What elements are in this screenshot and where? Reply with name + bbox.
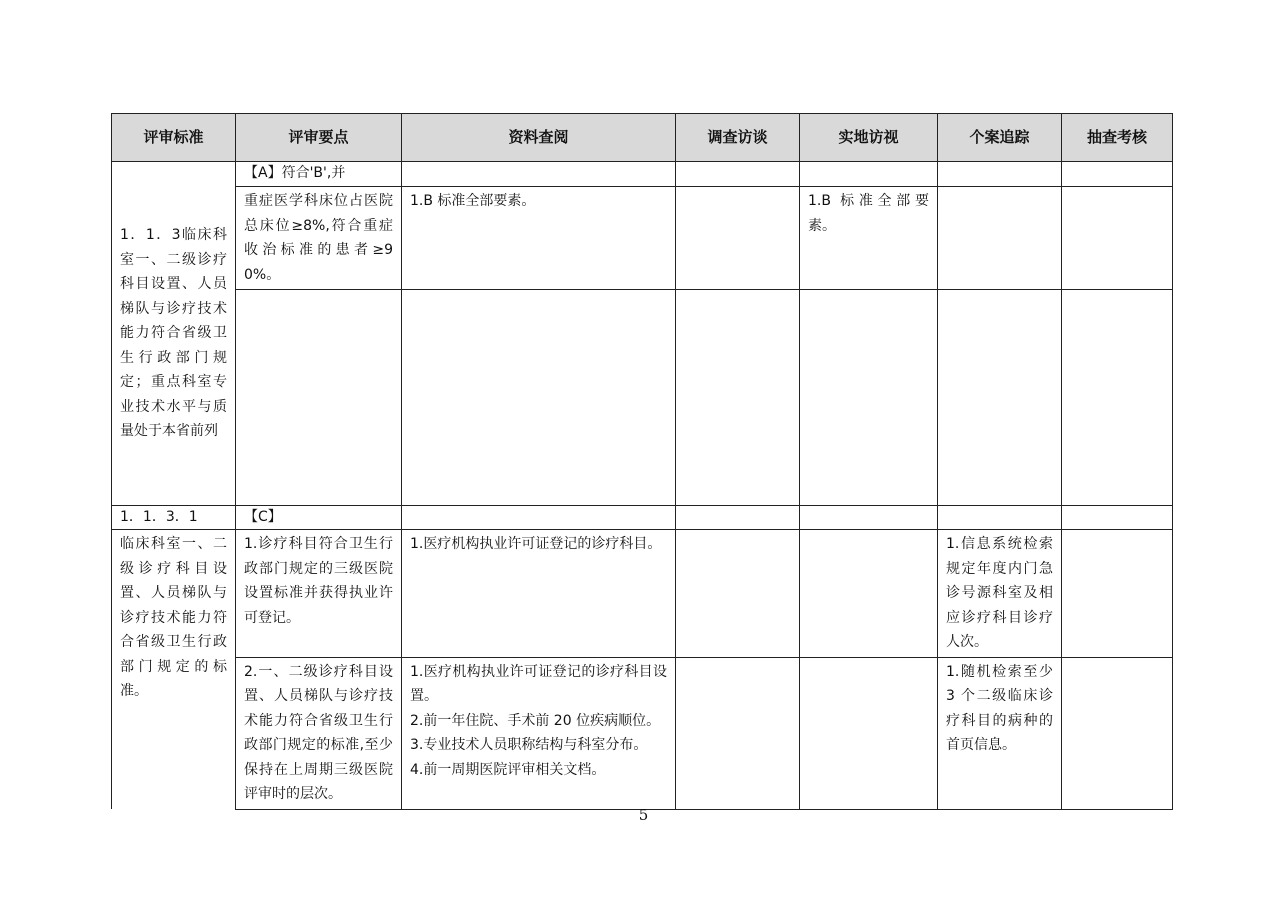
icu-site-visit-cell: 1.B 标准全部要素。 — [800, 187, 938, 290]
table-row — [112, 657, 1173, 809]
empty-cell — [676, 162, 800, 187]
empty-cell — [938, 290, 1062, 506]
empty-cell — [938, 162, 1062, 187]
table-row — [112, 162, 1173, 187]
table-row — [112, 530, 1173, 658]
empty-cell — [800, 657, 938, 809]
subject-setting-point-cell: 2.一、二级诊疗科目设置、人员梯队与诊疗技术能力符合省级卫生行政部门规定的标准,至少保持在上周期三级医院评审时的层次。 — [236, 657, 402, 809]
empty-cell — [1062, 187, 1173, 290]
license-point-cell: 1.诊疗科目符合卫生行政部门规定的三级医院设置标准并获得执业许可登记。 — [236, 530, 402, 658]
header-review-points: 评审要点 — [236, 114, 402, 162]
document-item: 1.医疗机构执业许可证登记的诊疗科目设置。 — [410, 663, 667, 704]
empty-cell — [800, 506, 938, 530]
empty-cell — [1062, 162, 1173, 187]
empty-cell — [402, 162, 676, 187]
document-item: 3.专业技术人员职称结构与科室分布。 — [410, 737, 648, 753]
empty-cell — [402, 290, 676, 506]
subject-setting-documents-cell — [402, 657, 676, 809]
empty-cell — [402, 506, 676, 530]
empty-cell — [1062, 657, 1173, 809]
license-case-tracking-cell: 1.信息系统检索规定年度内门急诊号源科室及相应诊疗科目诊疗人次。 — [938, 530, 1062, 658]
empty-cell — [236, 290, 402, 506]
header-interview: 调查访谈 — [676, 114, 800, 162]
section-number-cell: 1．1．3．1 — [112, 506, 236, 530]
page-number: 5 — [638, 806, 649, 824]
empty-cell — [1062, 290, 1173, 506]
subject-setting-case-tracking-cell: 1.随机检索至少 3 个二级临床诊疗科目的病种的首页信息。 — [938, 657, 1062, 809]
header-review-standard: 评审标准 — [112, 114, 236, 162]
empty-cell — [676, 506, 800, 530]
license-documents-cell: 1.医疗机构执业许可证登记的诊疗科目。 — [402, 530, 676, 658]
empty-cell — [1062, 506, 1173, 530]
empty-cell — [800, 290, 938, 506]
table-row — [112, 290, 1173, 506]
standard-1-1-3-1-cell: 临床科室一、二级诊疗科目设置、人员梯队与诊疗技术能力符合省级卫生行政部门规定的标准。 — [112, 530, 236, 810]
header-spot-check: 抽查考核 — [1062, 114, 1173, 162]
review-standards-table — [111, 113, 1173, 810]
document-item: 4.前一周期医院评审相关文档。 — [410, 761, 606, 778]
table-row — [112, 187, 1173, 290]
empty-cell — [938, 187, 1062, 290]
icu-bed-point-cell: 重症医学科床位占医院总床位≥8%,符合重症收治标准的患者≥90%。 — [236, 187, 402, 290]
header-site-visit: 实地访视 — [800, 114, 938, 162]
empty-cell — [676, 657, 800, 809]
table-row — [112, 506, 1173, 530]
level-a-point-cell: 【A】符合'B',并 — [236, 162, 402, 187]
level-c-cell: 【C】 — [236, 506, 402, 530]
header-document-review: 资料查阅 — [402, 114, 676, 162]
header-case-tracking: 个案追踪 — [938, 114, 1062, 162]
empty-cell — [676, 530, 800, 658]
empty-cell — [1062, 530, 1173, 658]
standard-1-1-3-cell: 1．1．3临床科室一、二级诊疗科目设置、人员梯队与诊疗技术能力符合省级卫生行政部门规定；重点科室专业技术水平与质量处于本省前列 — [112, 162, 236, 506]
empty-cell — [676, 187, 800, 290]
empty-cell — [800, 530, 938, 658]
icu-documents-cell: 1.B 标准全部要素。 — [402, 187, 676, 290]
empty-cell — [800, 162, 938, 187]
empty-cell — [938, 506, 1062, 530]
document-item: 2.前一年住院、手术前 20 位疾病顺位。 — [410, 712, 661, 729]
empty-cell — [676, 290, 800, 506]
table-header-row — [112, 114, 1173, 162]
